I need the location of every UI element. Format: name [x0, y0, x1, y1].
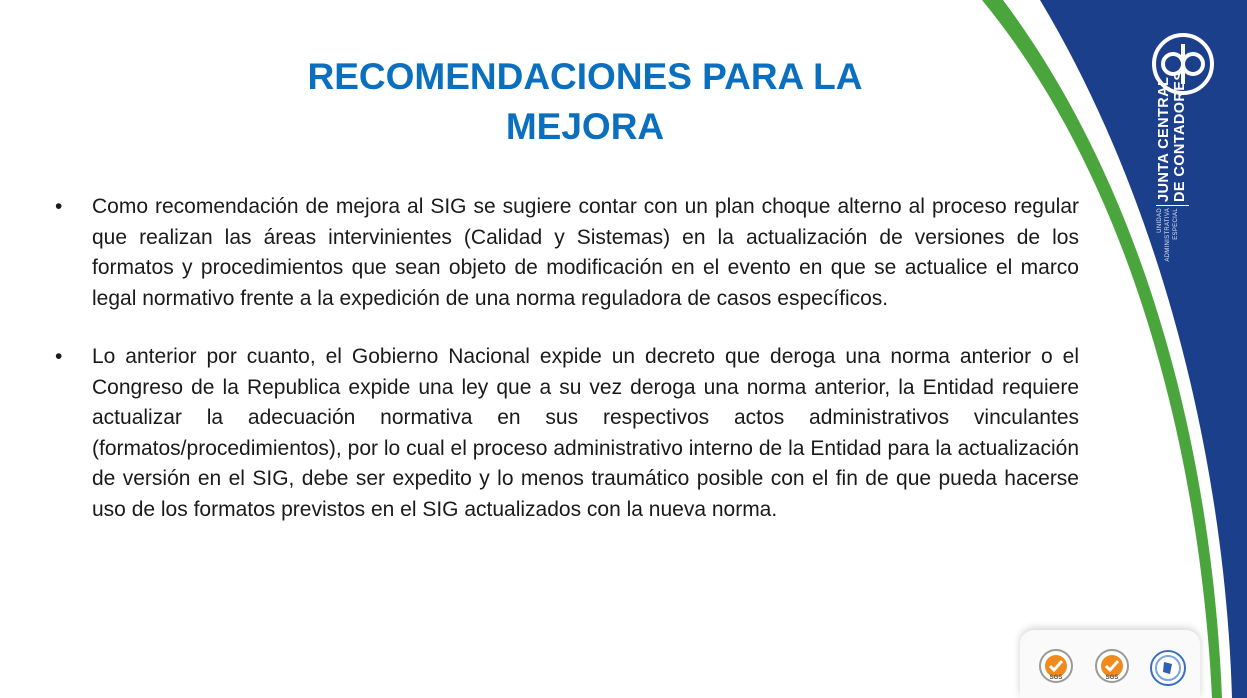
logo-name-line: JUNTA CENTRAL: [1156, 76, 1172, 202]
title-line-2: MEJORA: [505, 106, 665, 147]
seal-label: SGS: [1105, 675, 1119, 681]
bullet-text: Como recomendación de mejora al SIG se sugiere contar con un plan choque alterno al proceso regular que realizan las áreas intervinientes (Calidad y Sistemas) en la actualización de versiones de los formatos y procedimientos que sean objeto de modificación en el evento en que se actualice el marco legal normativo frente a la expedición de una norma reguladora de casos específicos.: [92, 195, 1079, 310]
logo-subtitle: [1156, 208, 1180, 270]
logo-divider: [1156, 205, 1189, 206]
logo-name: [1156, 52, 1188, 202]
bullet-marker: •: [55, 345, 63, 368]
certification-seal-icon: [1148, 648, 1188, 688]
logo-subtitle-line: ADMINISTRATIVA: [1165, 208, 1171, 262]
bullet-item: [55, 192, 1079, 314]
title-line-1: RECOMENDACIONES PARA LA: [307, 56, 863, 97]
seal-label: SGS: [1049, 675, 1063, 681]
bullet-list: [55, 192, 1079, 553]
certification-seals: [1020, 630, 1200, 698]
logo-name-line: DE CONTADORES: [1172, 70, 1188, 202]
bullet-item: [55, 342, 1079, 525]
sgs-certification-seal-icon: [1092, 648, 1132, 688]
bullet-text: Lo anterior por cuanto, el Gobierno Nacional expide un decreto que deroga una norma anterior o el Congreso de la Republica expide una ley que a su vez deroga una norma anterior, la Entidad requiere actualizar la adecuación normativa en sus respectivos actos administrativos vinculantes (formatos/procedimientos), por lo cual el proceso administrativo interno de la Entidad para la actualización de versión en el SIG, debe ser expedito y lo menos traumático posible con el fin de que pueda hacerse uso de los formatos previstos en el SIG actualizados con la nueva norma.: [92, 345, 1079, 521]
sgs-certification-seal-icon: [1036, 648, 1076, 688]
logo-subtitle-line: ESPECIAL: [1173, 208, 1179, 240]
bullet-marker: •: [55, 195, 63, 218]
page-title: [210, 52, 960, 152]
jcc-logo-wordmark: [1156, 60, 1226, 270]
logo-subtitle-line: UNIDAD: [1157, 208, 1163, 233]
